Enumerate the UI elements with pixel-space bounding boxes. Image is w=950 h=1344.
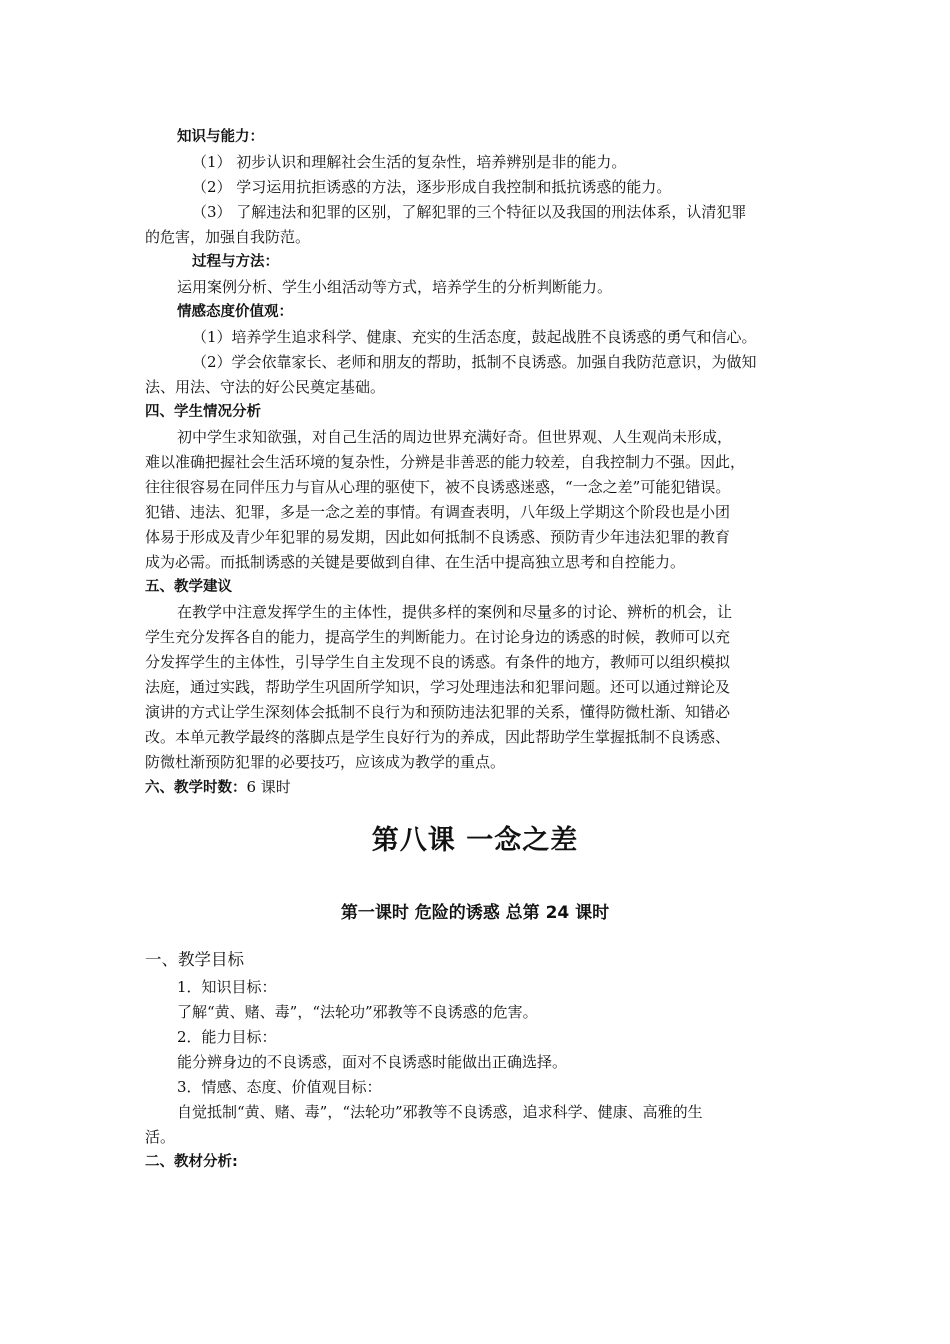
section4-line: 初中学生求知欲强，对自己生活的周边世界充满好奇。但世界观、人生观尚未形成， bbox=[177, 428, 733, 446]
knowledge-goal-label: 1．知识目标： bbox=[177, 978, 277, 996]
knowledge-item-1: （1） 初步认识和理解社会生活的复杂性，培养辨别是非的能力。 bbox=[192, 153, 627, 171]
ability-goal-label: 2．能力目标： bbox=[177, 1028, 277, 1046]
knowledge-item-3-cont: 的危害，加强自我防范。 bbox=[145, 228, 311, 246]
process-text: 运用案例分析、学生小组活动等方式，培养学生的分析判断能力。 bbox=[177, 278, 613, 296]
section5-line: 学生充分发挥各自的能力，提高学生的判断能力。在讨论身边的诱惑的时候，教师可以充 bbox=[145, 628, 731, 646]
section4-line: 往往很容易在同伴压力与盲从心理的驱使下，被不良诱惑迷惑，“一念之差”可能犯错误。 bbox=[145, 478, 731, 496]
section4-heading: 四、学生情况分析 bbox=[145, 404, 261, 420]
section5-line: 在教学中注意发挥学生的主体性，提供多样的案例和尽量多的讨论、辨析的机会，让 bbox=[177, 603, 733, 621]
section4-line: 体易于形成及青少年犯罪的易发期，因此如何抵制不良诱惑、预防青少年违法犯罪的教育 bbox=[145, 528, 731, 546]
section5-line: 演讲的方式让学生深刻体会抵制不良行为和预防违法犯罪的关系，懂得防微杜渐、知错必 bbox=[145, 703, 731, 721]
section5-line: 法庭，通过实践，帮助学生巩固所学知识，学习处理违法和犯罪问题。还可以通过辩论及 bbox=[145, 678, 731, 696]
section5-line: 防微杜渐预防犯罪的必要技巧，应该成为教学的重点。 bbox=[145, 753, 506, 771]
section4-line: 犯错、违法、犯罪，多是一念之差的事情。有调查表明，八年级上学期这个阶段也是小团 bbox=[145, 503, 731, 521]
knowledge-item-2: （2） 学习运用抗拒诱惑的方法，逐步形成自我控制和抵抗诱惑的能力。 bbox=[192, 178, 672, 196]
section6-line bbox=[145, 777, 291, 798]
lesson-subtitle: 第一课时 危险的诱惑 总第 24 课时 bbox=[340, 903, 610, 923]
value-goal-text-cont: 活。 bbox=[145, 1128, 176, 1146]
emotion-heading: 情感态度价值观： bbox=[177, 304, 293, 320]
emotion-item-1: （1）培养学生追求科学、健康、充实的生活态度，鼓起战胜不良诱惑的勇气和信心。 bbox=[192, 328, 757, 346]
value-goal-label: 3．情感、态度、价值观目标： bbox=[177, 1078, 382, 1096]
section6-value: 6 课时 bbox=[246, 778, 291, 796]
section4-line: 成为必需。而抵制诱惑的关键是要做到自律、在生活中提高独立思考和自控能力。 bbox=[145, 553, 686, 571]
value-goal-text: 自觉抵制“黄、赌、毒”，“法轮功”邪教等不良诱惑，追求科学、健康、高雅的生 bbox=[177, 1103, 703, 1121]
section5-heading: 五、教学建议 bbox=[145, 579, 232, 595]
section6-heading: 六、教学时数： bbox=[145, 780, 247, 796]
section5-line: 分发挥学生的主体性，引导学生自主发现不良的诱惑。有条件的地方，教师可以组织模拟 bbox=[145, 653, 731, 671]
emotion-item-2-cont: 法、用法、守法的好公民奠定基础。 bbox=[145, 378, 386, 396]
knowledge-heading: 知识与能力： bbox=[177, 129, 264, 145]
knowledge-item-3: （3） 了解违法和犯罪的区别，了解犯罪的三个特征以及我国的刑法体系，认清犯罪 bbox=[192, 203, 747, 221]
teaching-goals-heading: 一、教学目标 bbox=[145, 950, 244, 969]
section4-line: 难以准确把握社会生活环境的复杂性，分辨是非善恶的能力较差，自我控制力不强。因此， bbox=[145, 453, 746, 471]
lesson-title: 第八课 一念之差 bbox=[371, 825, 579, 856]
section5-line: 改。本单元教学最终的落脚点是学生良好行为的养成，因此帮助学生掌握抵制不良诱惑、 bbox=[145, 728, 731, 746]
emotion-item-2: （2）学会依靠家长、老师和朋友的帮助，抵制不良诱惑。加强自我防范意识，为做知 bbox=[192, 353, 757, 371]
process-heading: 过程与方法： bbox=[192, 254, 279, 270]
ability-goal-text: 能分辨身边的不良诱惑，面对不良诱惑时能做出正确选择。 bbox=[177, 1053, 568, 1071]
knowledge-goal-text: 了解“黄、赌、毒”，“法轮功”邪教等不良诱惑的危害。 bbox=[177, 1003, 538, 1021]
section2-heading: 二、教材分析: bbox=[145, 1154, 238, 1170]
